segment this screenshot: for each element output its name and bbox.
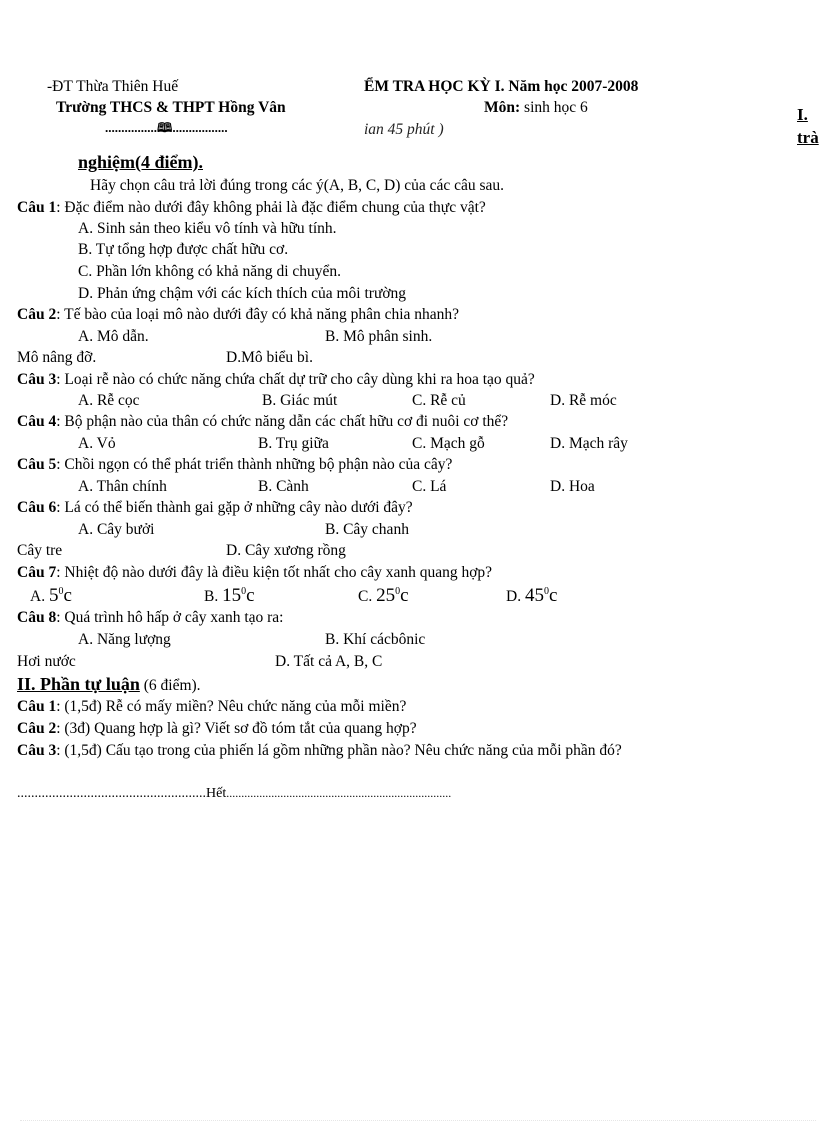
q4-option-a: A. Vỏ: [78, 435, 116, 452]
question-2: [17, 306, 459, 324]
q3-option-b: B. Giác mút: [262, 392, 338, 409]
question-1: [17, 199, 486, 217]
q3-option-c: C. Rễ củ: [412, 392, 466, 409]
q7-option-c: C. $25^0c$: [358, 585, 409, 606]
page-bottom-rule: [20, 1120, 816, 1121]
q8-option-b: B. Khí cácbônic: [325, 631, 426, 648]
question-text: : (1,5đ) Cấu tạo trong của phiến lá gồm những phần nào? Nêu chức năng của mỗi phần đó?: [56, 742, 622, 759]
q6-option-c: Cây tre: [17, 542, 63, 559]
question-label: Câu 6: [17, 499, 57, 516]
q8-option-d: D. Tất cả A, B, C: [275, 653, 383, 670]
q6-option-a: A. Cây bưởi: [78, 521, 155, 538]
question-text: : Bộ phận nào của thân có chức năng dẫn các chất hữu cơ đi nuôi cơ thể?: [56, 413, 509, 430]
side-fragment-2: trà: [797, 128, 819, 147]
question-label: Câu 1: [17, 698, 57, 715]
question-text: : Loại rễ nào có chức năng chứa chất dự trữ cho cây dùng khi ra hoa tạo quả?: [56, 371, 535, 388]
question-text: : Đặc điểm nào dưới đây không phải là đặc điểm chung của thực vật?: [56, 199, 486, 216]
school-name: Trường THCS & THPT Hồng Vân: [56, 99, 286, 116]
q8-option-a: A. Năng lượng: [78, 631, 171, 648]
book-icon: 🕮: [157, 120, 173, 135]
q2-option-c: Mô nâng đỡ.: [17, 349, 97, 366]
q6-option-b: B. Cây chanh: [325, 521, 409, 538]
q7-option-a: A. $5^0c$: [30, 585, 72, 606]
question-8: [17, 609, 283, 627]
subject-line: [484, 99, 588, 117]
q4-option-d: D. Mạch rây: [550, 435, 628, 452]
q2-option-b: B. Mô phân sinh.: [325, 328, 433, 345]
question-label: Câu 7: [17, 564, 57, 581]
q5-option-c: C. Lá: [412, 478, 447, 495]
q4-option-c: C. Mạch gỗ: [412, 435, 485, 452]
q5-option-d: D. Hoa: [550, 478, 595, 495]
part2-score: (6 điểm).: [139, 677, 201, 694]
subject-label: Môn:: [484, 99, 521, 116]
q5-option-a: A. Thân chính: [78, 478, 167, 495]
q2-option-d: D.Mô biểu bì.: [226, 349, 313, 366]
question-3: [17, 371, 535, 389]
q4-option-b: B. Trụ giữa: [258, 435, 329, 452]
end-marker: [17, 786, 451, 802]
exam-duration: ian 45 phút ): [364, 121, 444, 138]
end-dots-left: ......................................................: [17, 786, 206, 801]
q2-option-a: A. Mô dẫn.: [78, 328, 149, 345]
question-text: : Quá trình hô hấp ở cây xanh tạo ra:: [56, 609, 284, 626]
question-label: Câu 4: [17, 413, 57, 430]
question-label: Câu 8: [17, 609, 57, 626]
q5-option-b: B. Cành: [258, 478, 309, 495]
question-text: : (3đ) Quang hợp là gì? Viết sơ đồ tóm tắt của quang hợp?: [56, 720, 417, 737]
question-7: [17, 564, 492, 582]
essay-question-1: [17, 698, 406, 716]
essay-question-3: [17, 742, 622, 760]
essay-question-2: [17, 720, 417, 738]
question-text: : Lá có thể biến thành gai gặp ở những cây nào dưới đây?: [56, 499, 413, 516]
part1-heading: nghiệm(4 điểm).: [78, 152, 203, 172]
question-label: Câu 2: [17, 720, 57, 737]
q6-option-d: D. Cây xương rồng: [226, 542, 346, 559]
question-text: : (1,5đ) Rễ có mấy miền? Nêu chức năng của mỗi miền?: [56, 698, 407, 715]
question-6: [17, 499, 413, 517]
q8-option-c: Hơi nước: [17, 653, 76, 670]
question-text: : Chồi ngọn có thể phát triển thành những bộ phận nào của cây?: [56, 456, 453, 473]
part2-heading: II. Phần tự luận: [17, 674, 140, 694]
q1-option-c: C. Phần lớn không có khả năng di chuyển.: [78, 263, 342, 280]
subject-value: sinh học 6: [524, 99, 588, 116]
question-label: Câu 5: [17, 456, 57, 473]
q7-option-d: D. $45^0c$: [506, 585, 558, 606]
question-5: [17, 456, 452, 474]
question-label: Câu 3: [17, 371, 57, 388]
question-label: Câu 1: [17, 199, 57, 216]
q1-option-b: B. Tự tổng hợp được chất hữu cơ.: [78, 241, 289, 258]
part2-heading-line: [17, 674, 201, 695]
q1-option-d: D. Phản ứng chậm với các kích thích của môi trường: [78, 285, 407, 302]
end-dots-right: ...........................................................................: [226, 786, 452, 800]
q7-option-b: B. $15^0c$: [204, 585, 255, 606]
question-text: : Tế bào của loại mô nào dưới đây có khả năng phân chia nhanh?: [56, 306, 460, 323]
divider-dots-left: ................: [105, 120, 157, 135]
q3-option-d: D. Rễ móc: [550, 392, 617, 409]
department-name: -ĐT Thừa Thiên Huế: [47, 78, 179, 95]
side-fragment-1: I.: [797, 105, 808, 124]
q1-option-a: A. Sinh sản theo kiểu vô tính và hữu tính.: [78, 220, 337, 237]
exam-title: ỂM TRA HỌC KỲ I. Năm học 2007-2008: [364, 78, 639, 95]
question-4: [17, 413, 508, 431]
question-label: Câu 3: [17, 742, 57, 759]
question-label: Câu 2: [17, 306, 57, 323]
question-text: : Nhiệt độ nào dưới đây là điều kiện tốt nhất cho cây xanh quang hợp?: [56, 564, 493, 581]
end-text: Hết: [206, 786, 227, 801]
divider-dots-right: .................: [172, 120, 228, 135]
school-divider: [105, 121, 228, 136]
part1-instruction: Hãy chọn câu trả lời đúng trong các ý(A, B, C, D) của các câu sau.: [90, 177, 505, 194]
q3-option-a: A. Rễ cọc: [78, 392, 140, 409]
